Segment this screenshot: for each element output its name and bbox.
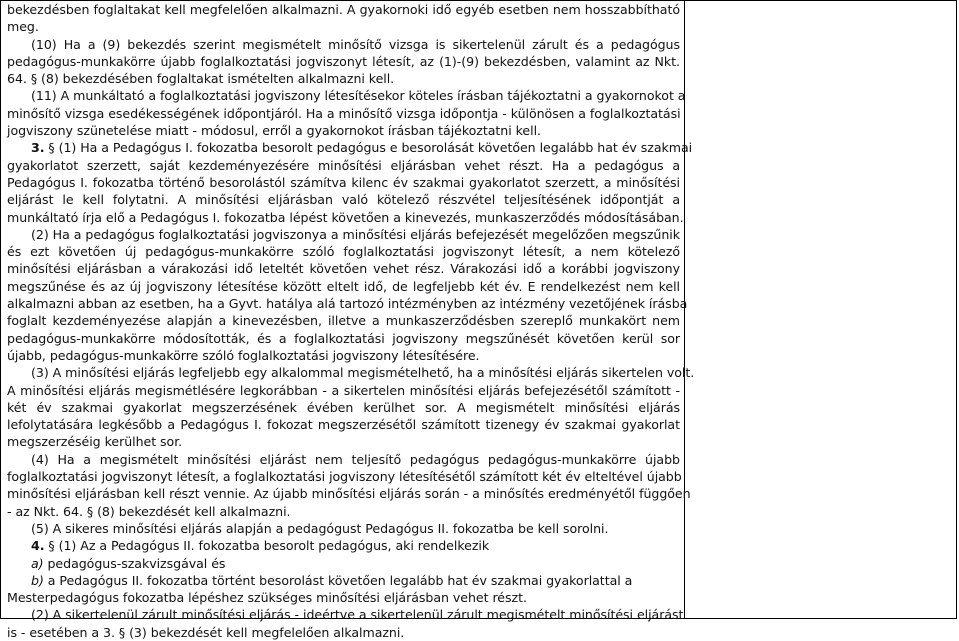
text-column xyxy=(1,1,695,640)
text-line: és ezt követően új pedagógus-munkakörre szóló foglalkoztatási jogviszonyt létesít, a nem kötelező xyxy=(7,244,680,260)
text-line: pedagógus-munkakörre újabb foglalkoztatási jogviszonyt létesít, az (1)-(9) bekezdésben, valamint az Nkt. xyxy=(7,53,680,69)
text-line: minősítési eljárásban kell részt vennie. Az újabb minősítési eljárás során - a minősítés eredményétől függően xyxy=(7,486,691,502)
text-line: 64. § (8) bekezdésében foglaltakat ismételten alkalmazni kell. xyxy=(7,71,395,87)
text-line: Mesterpedagógus fokozatba lépéshez szükséges minősítési eljárásban vehet részt. xyxy=(7,590,527,606)
text-line: (2) A sikertelenül zárult minősítési eljárás - ideértve a sikertelenül zárult megismételt minősítési eljárást xyxy=(31,607,684,623)
text-line: 4. § (1) Az a Pedagógus II. fokozatba besorolt pedagógus, aki rendelkezik xyxy=(31,538,490,554)
text-line: foglalt kezdeményezése alapján a kinevezésben, illetve a munkaszerződésben szereplő munkakört nem xyxy=(7,313,680,329)
text-line: alkalmazni abban az esetben, ha a Gyvt. hatálya alá tartozó intézményben az intézmény vezetőjének írásba xyxy=(7,296,688,312)
text-line: minősítő vizsga esedékességének időpontjáról. Ha a minősítő vizsga időpontja - különösen a foglalkoztatási xyxy=(7,105,681,121)
text-line: (11) A munkáltató a foglalkoztatási jogviszony létesítésekor köteles írásban tájékoztatni a gyakornokot a xyxy=(31,88,686,104)
text-line: (4) Ha a megismételt minősítési eljárást nem teljesítő pedagógus pedagógus-munkakörre újabb xyxy=(31,451,680,467)
text-line: Pedagógus I. fokozatba történő besorolástól számítva kilenc év szakmai gyakorlatot szerzett, a minősítési xyxy=(7,174,680,190)
text-line: megszerzéséig kerülhet sor. xyxy=(7,434,183,450)
text-line: (3) A minősítési eljárás legfeljebb egy alkalommal megismételhető, ha a minősítési eljárás sikertelen volt. xyxy=(31,365,695,381)
text-line: meg. xyxy=(7,19,39,35)
text-line: (5) A sikeres minősítési eljárás alapján a pedagógust Pedagógus II. fokozatba be kell sorolni. xyxy=(31,520,609,536)
text-line: A minősítési eljárás megismétlésére legkorábban - a sikertelen minősítési eljárás befejezésétől számított - xyxy=(7,382,680,398)
text-line: minősítési eljárásban a várakozási idő leteltét követően vehet rész. Várakozási idő a korábbi jogviszony xyxy=(7,261,680,277)
text-line: gyakorlatot szerzett, saját kezdeményezésére minősítési eljárásban vehet részt. Ha a pedagógus a xyxy=(7,157,680,173)
text-line: (10) Ha a (9) bekezdés szerint megismételt minősítő vizsga is sikertelenül zárult és a pedagógus xyxy=(31,36,680,52)
text-line: a) pedagógus-szakvizsgával és xyxy=(31,555,226,571)
text-line: 3. § (1) Ha a Pedagógus I. fokozatba besorolt pedagógus e besorolását követően legalább hat év szakmai xyxy=(31,140,693,156)
empty-right-column xyxy=(685,1,956,618)
text-line: jogviszony szünetelése miatt - módosul, erről a gyakornokot írásban tájékoztatni kell. xyxy=(7,123,541,139)
text-line: bekezdésben foglaltakat kell megfelelően alkalmazni. A gyakornoki idő egyéb esetben nem hosszabbítható xyxy=(7,2,680,17)
text-line: (2) Ha a pedagógus foglalkoztatási jogviszonya a minősítési eljárás befejezését megelőzően megszűnik xyxy=(31,226,680,242)
text-line: is - esetében a 3. § (3) bekezdését kell megfelelően alkalmazni. xyxy=(7,624,405,640)
text-line: b) a Pedagógus II. fokozatba történt besorolást követően legalább hat év szakmai gyakorlattal a xyxy=(31,572,633,588)
text-line: pedagógus-munkakörre módosították, és a foglalkoztatási jogviszony megszűnését követően kerül sor xyxy=(7,330,680,346)
text-line: foglalkoztatási jogviszonyt létesít, a foglalkoztatási jogviszony létesítésétől számított két év elteltével újabb xyxy=(7,469,682,485)
text-line: munkáltató írja elő a Pedagógus I. fokozatba lépést követően a kinevezés, munkaszerződés módosításában. xyxy=(7,209,684,225)
text-line: két év szakmai gyakorlat megszerzésének évében kerülhet sor. A megismételt minősítési eljárás xyxy=(7,399,680,415)
text-line: - az Nkt. 64. § (8) bekezdését kell alkalmazni. xyxy=(7,503,291,519)
text-line: lefolytatására legkésőbb a Pedagógus I. fokozat megszerzésétől számított tizenegy év szakmai gyakorlat xyxy=(7,417,680,433)
text-line: újabb, pedagógus-munkakörre szóló foglalkoztatási jogviszony létesítésére. xyxy=(7,347,480,363)
text-line: megszűnése és az új jogviszony létesítése között eltelt idő, de legfeljebb két év. E rendelkezést nem kell xyxy=(7,278,680,294)
text-line: eljárást le kell folytatni. A minősítési eljárásban való kötelező részvétel teljesítésének időpontját a xyxy=(7,192,680,208)
